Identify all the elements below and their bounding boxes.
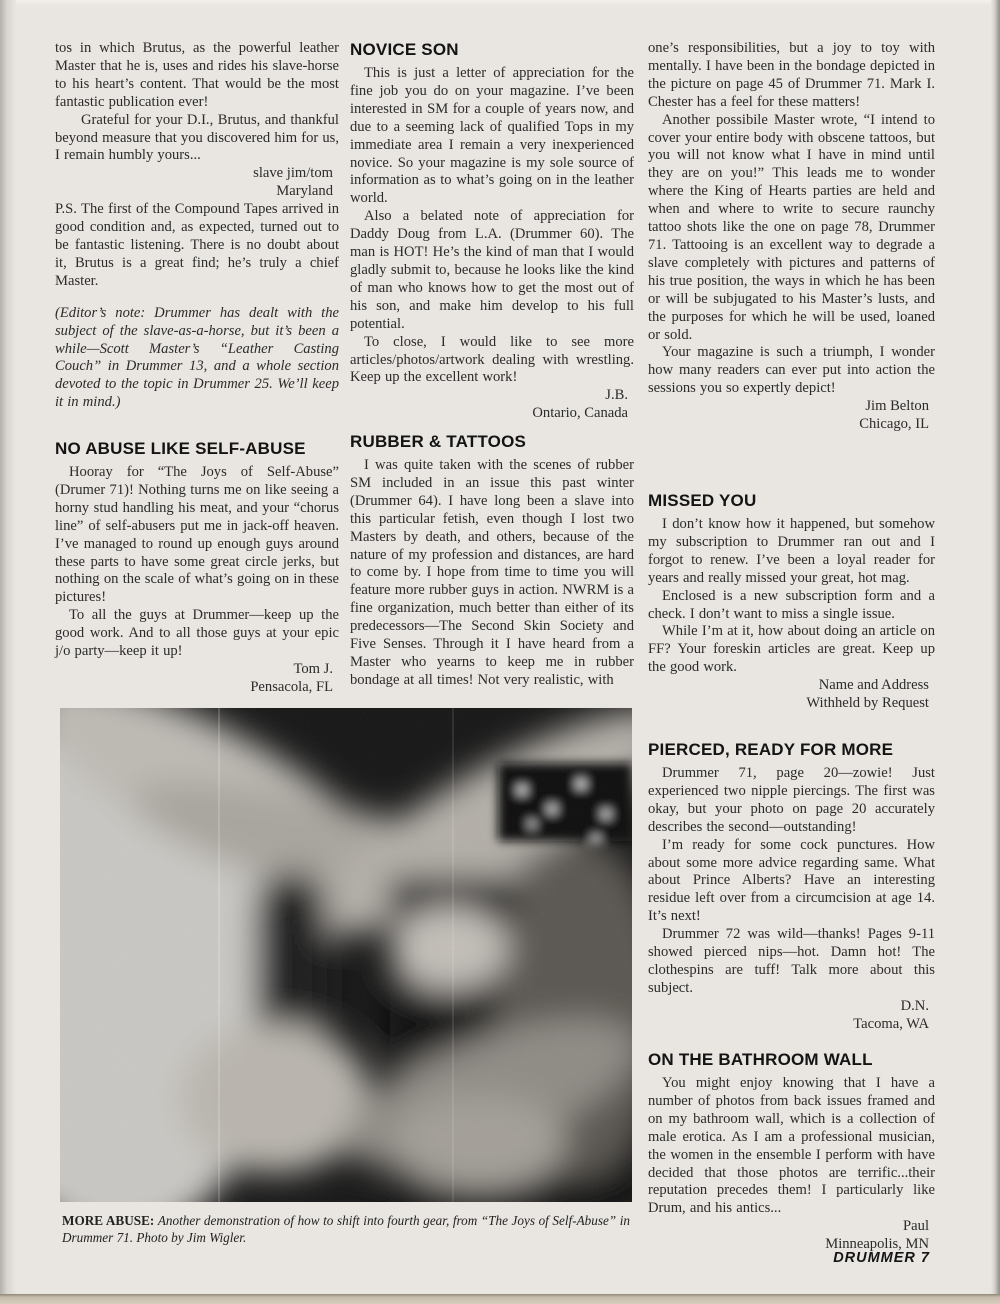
letter-signature — [55, 165, 339, 201]
letter-signature — [648, 398, 935, 434]
letter-paragraph: I’m ready for some cock punctures. How about some more advice regarding same. What about Prince Alberts? Have an interesting residue left over from a circumcision at age 14. It’s next! — [648, 836, 935, 925]
letter-heading: PIERCED, READY FOR MORE — [648, 740, 894, 759]
letter-brutus — [55, 40, 339, 412]
letter-bathroom-wall — [648, 1050, 935, 1254]
signature-location: Maryland — [276, 183, 333, 200]
letter-heading: MISSED YOU — [648, 491, 757, 510]
scan-edge-left — [0, 0, 16, 1304]
letter-signature — [648, 677, 935, 713]
letter-paragraph: Another possibile Master wrote, “I intend to cover your entire body with obscene tattoos, but you will not know what I have in mind until they are on you!” This leads me to wonder where the King of Hearts parties are held and when and where to write to secure raunchy tattoo shots like the one on page 78, Drummer 71. Tattooing is an excellent way to degrade a slave completely with pictures and patterns of his true position, the ways in which he has been or will be subjugated to his Master’s lusts, and the purposes for which he will be used, loaned or sold. — [648, 111, 935, 343]
letter-paragraph: I don’t know how it happened, but somehow my subscription to Drummer ran out and I forgot to renew. I’ve been a loyal reader for years and really missed your great, hot mag. — [648, 516, 935, 586]
scan-edge-right — [991, 0, 1000, 1304]
page-number: DRUMMER 7 — [833, 1250, 930, 1266]
photo-caption — [62, 1212, 630, 1246]
signature-location: Chicago, IL — [859, 416, 929, 433]
letter-paragraph: Drummer 72 was wild—thanks! Pages 9-11 showed pierced nips—hot. Damn hot! The clothespins are tuff! Talk more about this subject. — [648, 926, 935, 996]
letter-paragraph: tos in which Brutus, as the powerful leather Master that he is, uses and rides his slave-horse to his heart’s content. That would be the most fantastic publication ever! — [55, 40, 339, 110]
letter-missed-you — [648, 491, 935, 713]
letters-photo — [60, 708, 632, 1202]
letter-heading: NOVICE SON — [350, 40, 459, 59]
signature-name: Paul — [903, 1218, 929, 1235]
letter-paragraph: To close, I would like to see more articles/photos/artwork dealing with wrestling. Keep up the excellent work! — [350, 333, 634, 386]
signature-location: Ontario, Canada — [532, 405, 628, 422]
letter-rubber-tattoos — [350, 432, 634, 690]
letter-heading: NO ABUSE LIKE SELF-ABUSE — [55, 439, 306, 458]
letter-heading: ON THE BATHROOM WALL — [648, 1050, 873, 1069]
column-3 — [648, 40, 935, 1280]
letter-paragraph: Drummer 71, page 20—zowie! Just experienced two nipple piercings. The first was okay, but your photo on page 20 accurately describes the second—outstanding! — [648, 765, 935, 835]
signature-location: Withheld by Request — [806, 695, 929, 712]
photo-caption-text: Another demonstration of how to shift into fourth gear, from “The Joys of Self-Abuse” in Drummer 71. Photo by Jim Wigler. — [62, 1213, 630, 1245]
letter-paragraph: To all the guys at Drummer—keep up the good work. And to all those guys at your epic j/o party—keep it up! — [55, 607, 339, 660]
letter-rubber-tattoos-continued — [648, 40, 935, 434]
letter-signature — [350, 387, 634, 423]
letter-paragraph: I was quite taken with the scenes of rubber SM included in an issue this past winter (Drummer 64). I have long been a slave into this particular fetish, even though I lost two Masters by death, and others, because of the nature of my profession and distances, are hard to come by. I hope from time to time you will feature more rubber guys in action. NWRM is a fine organization, much better than either of its predecessors—The Second Skin Society and Five Senses. Through it I have heard from a Master who yearns to keep me in rubber bondage at all times! Not very realistic, with — [350, 457, 634, 688]
signature-name: slave jim/tom — [253, 165, 333, 182]
signature-name: Jim Belton — [865, 398, 929, 415]
letter-paragraph: Also a belated note of appreciation for Daddy Doug from L.A. (Drummer 60). The man is HOT! He’s the kind of man that I would gladly submit to, because he looks like the kind of man who knows how to get the most out of his son, and make him develop to his full potential. — [350, 208, 634, 332]
letter-paragraph: You might enjoy knowing that I have a number of photos from back issues framed and on my bathroom wall, which is a collection of male erotica. As I am a professional musician, the women in the ensemble I perform with have decided that those photos are terrific...their reputation precedes them! I particularly like Drum, and his antics... — [648, 1075, 935, 1217]
letter-paragraph: This is just a letter of appreciation for the fine job you do on your magazine. I’ve been interested in SM for a couple of years now, and due to a seeming lack of qualified Tops in my immediate area I remain a very inexperienced novice. So your magazine is my sole source of information as to what’s going on in the leather world. — [350, 65, 634, 207]
signature-name: Name and Address — [818, 677, 929, 694]
letter-postscript: P.S. The first of the Compound Tapes arrived in good condition and, as expected, turned out to be fantastic listening. There is no doubt about it, Brutus is a great find; he’s truly a chief Master. — [55, 201, 339, 289]
letter-paragraph: Your magazine is such a triumph, I wonder how many readers can ever put into action the sessions you so expertly depict! — [648, 344, 935, 397]
letter-signature — [648, 998, 935, 1034]
photo-abstract-art — [60, 708, 632, 1202]
signature-name: D.N. — [900, 997, 929, 1014]
photo-caption-label: MORE ABUSE: — [62, 1213, 155, 1228]
letter-no-abuse — [55, 439, 339, 697]
signature-location: Pensacola, FL — [250, 678, 333, 695]
letter-paragraph: Grateful for your D.I., Brutus, and thankful beyond measure that you discovered him for us, I remain humbly yours... — [55, 111, 339, 164]
signature-location: Tacoma, WA — [853, 1015, 929, 1032]
letter-pierced — [648, 740, 935, 1034]
signature-location: Minneapolis, MN — [825, 1236, 929, 1253]
letter-signature — [648, 1218, 935, 1254]
letter-paragraph: Hooray for “The Joys of Self-Abuse” (Drumer 71)! Nothing turns me on like seeing a horny stud handling his meat, and your “chorus line” of self-abusers put me in jack-off heaven. I’ve managed to round up enough guys around these parts to have some great circle jerks, but nothing on the scale of what’s going on in these pictures! — [55, 464, 339, 606]
letter-paragraph: Enclosed is a new subscription form and a check. I don’t want to miss a single issue. — [648, 587, 935, 622]
letter-heading: RUBBER & TATTOOS — [350, 432, 527, 451]
scan-edge-bottom — [0, 1294, 1000, 1304]
letter-paragraph: While I’m at it, how about doing an article on FF? Your foreskin articles are great. Keep up the good work. — [648, 623, 935, 676]
editors-note: (Editor’s note: Drummer has dealt with the subject of the slave-as-a-horse, but it’s been a while—Scott Master’s “Leather Casting Couch” in Drummer 13, and a whole section devoted to the topic in Drummer 25. We’ll keep it in mind.) — [55, 304, 339, 411]
signature-name: Tom J. — [293, 660, 333, 677]
signature-name: J.B. — [605, 387, 628, 404]
scan-edge-top — [0, 0, 1000, 6]
letter-paragraph: one’s responsibilities, but a joy to toy with mentally. I have been in the bondage depicted in the picture on page 45 of Drummer 71. Mark I. Chester has a feel for these matters! — [648, 40, 935, 110]
letter-novice-son — [350, 40, 634, 423]
letter-signature — [55, 661, 339, 697]
